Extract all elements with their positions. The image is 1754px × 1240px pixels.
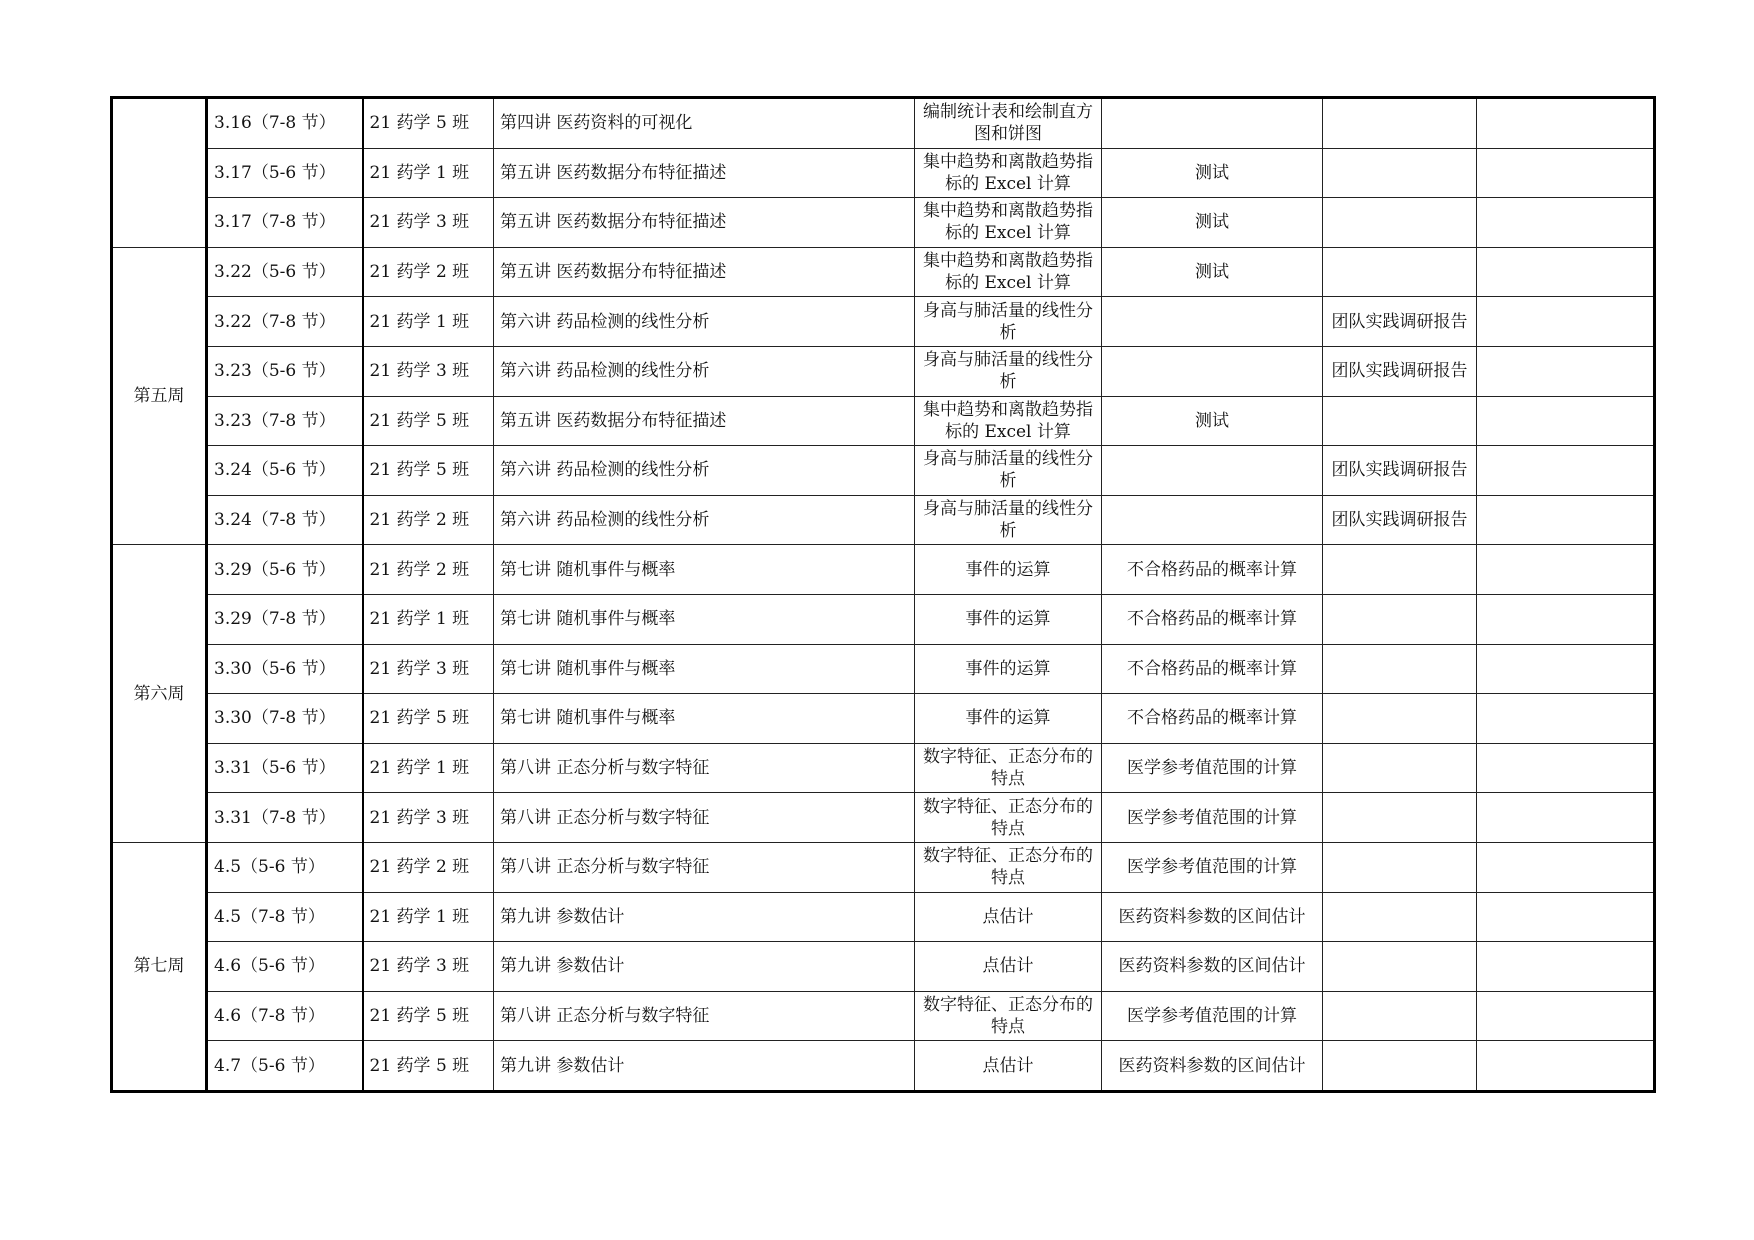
date-cell: 4.6（7-8 节） [207,991,363,1041]
homework-cell [1323,892,1477,942]
table-row [112,743,1655,793]
table-row [112,148,1655,198]
practice-cell: 不合格药品的概率计算 [1102,545,1323,595]
extra-cell [1477,247,1655,297]
lecture-cell: 第八讲 正态分析与数字特征 [494,991,915,1041]
table-row [112,842,1655,892]
date-cell: 3.31（7-8 节） [207,793,363,843]
practice-cell [1102,98,1323,149]
topic-cell: 数字特征、正态分布的特点 [915,842,1102,892]
class-cell: 21 药学 3 班 [363,644,494,694]
date-cell: 3.16（7-8 节） [207,98,363,149]
class-cell: 21 药学 3 班 [363,346,494,396]
table-row [112,594,1655,644]
topic-cell: 集中趋势和离散趋势指标的 Excel 计算 [915,198,1102,248]
table-row [112,991,1655,1041]
class-cell: 21 药学 5 班 [363,1041,494,1092]
extra-cell [1477,743,1655,793]
practice-cell: 医学参考值范围的计算 [1102,842,1323,892]
topic-cell: 事件的运算 [915,694,1102,744]
table-row [112,396,1655,446]
class-cell: 21 药学 1 班 [363,148,494,198]
extra-cell [1477,594,1655,644]
lecture-cell: 第五讲 医药数据分布特征描述 [494,247,915,297]
practice-cell: 不合格药品的概率计算 [1102,594,1323,644]
extra-cell [1477,942,1655,992]
topic-cell: 数字特征、正态分布的特点 [915,743,1102,793]
lecture-cell: 第五讲 医药数据分布特征描述 [494,198,915,248]
practice-cell [1102,446,1323,496]
topic-cell: 集中趋势和离散趋势指标的 Excel 计算 [915,148,1102,198]
extra-cell [1477,148,1655,198]
class-cell: 21 药学 1 班 [363,297,494,347]
topic-cell: 事件的运算 [915,594,1102,644]
class-cell: 21 药学 1 班 [363,594,494,644]
homework-cell [1323,594,1477,644]
schedule-body [112,98,1655,1092]
table-row [112,793,1655,843]
homework-cell [1323,842,1477,892]
date-cell: 4.7（5-6 节） [207,1041,363,1092]
homework-cell [1323,545,1477,595]
extra-cell [1477,297,1655,347]
extra-cell [1477,793,1655,843]
practice-cell: 测试 [1102,396,1323,446]
extra-cell [1477,98,1655,149]
class-cell: 21 药学 5 班 [363,98,494,149]
date-cell: 3.30（7-8 节） [207,694,363,744]
table-row [112,1041,1655,1092]
date-cell: 4.5（7-8 节） [207,892,363,942]
date-cell: 4.5（5-6 节） [207,842,363,892]
practice-cell [1102,346,1323,396]
date-cell: 3.30（5-6 节） [207,644,363,694]
topic-cell: 集中趋势和离散趋势指标的 Excel 计算 [915,396,1102,446]
homework-cell [1323,991,1477,1041]
lecture-cell: 第六讲 药品检测的线性分析 [494,297,915,347]
topic-cell: 点估计 [915,942,1102,992]
lecture-cell: 第五讲 医药数据分布特征描述 [494,148,915,198]
homework-cell [1323,148,1477,198]
date-cell: 3.24（7-8 节） [207,495,363,545]
extra-cell [1477,545,1655,595]
topic-cell: 事件的运算 [915,644,1102,694]
lecture-cell: 第九讲 参数估计 [494,942,915,992]
homework-cell [1323,942,1477,992]
homework-cell [1323,98,1477,149]
table-row [112,644,1655,694]
table-row [112,495,1655,545]
topic-cell: 点估计 [915,1041,1102,1092]
lecture-cell: 第八讲 正态分析与数字特征 [494,842,915,892]
class-cell: 21 药学 2 班 [363,545,494,595]
date-cell: 3.22（7-8 节） [207,297,363,347]
extra-cell [1477,694,1655,744]
date-cell: 3.29（5-6 节） [207,545,363,595]
homework-cell [1323,247,1477,297]
lecture-cell: 第七讲 随机事件与概率 [494,694,915,744]
table-row [112,892,1655,942]
class-cell: 21 药学 5 班 [363,446,494,496]
lecture-cell: 第九讲 参数估计 [494,1041,915,1092]
practice-cell [1102,495,1323,545]
practice-cell: 测试 [1102,148,1323,198]
practice-cell: 不合格药品的概率计算 [1102,644,1323,694]
homework-cell: 团队实践调研报告 [1323,495,1477,545]
lecture-cell: 第八讲 正态分析与数字特征 [494,743,915,793]
lecture-cell: 第七讲 随机事件与概率 [494,545,915,595]
date-cell: 3.24（5-6 节） [207,446,363,496]
homework-cell: 团队实践调研报告 [1323,297,1477,347]
practice-cell: 医学参考值范围的计算 [1102,991,1323,1041]
class-cell: 21 药学 2 班 [363,842,494,892]
extra-cell [1477,495,1655,545]
topic-cell: 身高与肺活量的线性分析 [915,446,1102,496]
topic-cell: 身高与肺活量的线性分析 [915,346,1102,396]
lecture-cell: 第七讲 随机事件与概率 [494,594,915,644]
topic-cell: 点估计 [915,892,1102,942]
table-row [112,98,1655,149]
class-cell: 21 药学 5 班 [363,396,494,446]
class-cell: 21 药学 5 班 [363,694,494,744]
extra-cell [1477,346,1655,396]
practice-cell: 医学参考值范围的计算 [1102,793,1323,843]
schedule-table [110,96,1656,1093]
class-cell: 21 药学 1 班 [363,892,494,942]
homework-cell: 团队实践调研报告 [1323,446,1477,496]
extra-cell [1477,198,1655,248]
extra-cell [1477,892,1655,942]
homework-cell: 团队实践调研报告 [1323,346,1477,396]
date-cell: 3.29（7-8 节） [207,594,363,644]
class-cell: 21 药学 5 班 [363,991,494,1041]
topic-cell: 编制统计表和绘制直方图和饼图 [915,98,1102,149]
date-cell: 3.22（5-6 节） [207,247,363,297]
practice-cell: 测试 [1102,198,1323,248]
topic-cell: 集中趋势和离散趋势指标的 Excel 计算 [915,247,1102,297]
lecture-cell: 第四讲 医药资料的可视化 [494,98,915,149]
homework-cell [1323,198,1477,248]
class-cell: 21 药学 2 班 [363,247,494,297]
practice-cell: 医学参考值范围的计算 [1102,743,1323,793]
practice-cell: 医药资料参数的区间估计 [1102,1041,1323,1092]
week-label: 第六周 [112,545,207,843]
lecture-cell: 第六讲 药品检测的线性分析 [494,346,915,396]
extra-cell [1477,396,1655,446]
lecture-cell: 第六讲 药品检测的线性分析 [494,495,915,545]
class-cell: 21 药学 3 班 [363,198,494,248]
homework-cell [1323,694,1477,744]
homework-cell [1323,644,1477,694]
week-label [112,98,207,248]
extra-cell [1477,644,1655,694]
table-row [112,446,1655,496]
table-row [112,198,1655,248]
homework-cell [1323,396,1477,446]
date-cell: 3.17（5-6 节） [207,148,363,198]
week-label: 第七周 [112,842,207,1091]
practice-cell [1102,297,1323,347]
lecture-cell: 第六讲 药品检测的线性分析 [494,446,915,496]
table-row [112,942,1655,992]
date-cell: 3.31（5-6 节） [207,743,363,793]
table-row [112,545,1655,595]
homework-cell [1323,793,1477,843]
topic-cell: 数字特征、正态分布的特点 [915,793,1102,843]
date-cell: 3.23（5-6 节） [207,346,363,396]
table-row [112,247,1655,297]
table-row [112,297,1655,347]
homework-cell [1323,1041,1477,1092]
topic-cell: 事件的运算 [915,545,1102,595]
date-cell: 4.6（5-6 节） [207,942,363,992]
lecture-cell: 第七讲 随机事件与概率 [494,644,915,694]
homework-cell [1323,743,1477,793]
practice-cell: 不合格药品的概率计算 [1102,694,1323,744]
topic-cell: 数字特征、正态分布的特点 [915,991,1102,1041]
class-cell: 21 药学 2 班 [363,495,494,545]
practice-cell: 测试 [1102,247,1323,297]
class-cell: 21 药学 1 班 [363,743,494,793]
lecture-cell: 第九讲 参数估计 [494,892,915,942]
class-cell: 21 药学 3 班 [363,942,494,992]
extra-cell [1477,1041,1655,1092]
table-row [112,694,1655,744]
practice-cell: 医药资料参数的区间估计 [1102,942,1323,992]
date-cell: 3.23（7-8 节） [207,396,363,446]
date-cell: 3.17（7-8 节） [207,198,363,248]
table-row [112,346,1655,396]
extra-cell [1477,842,1655,892]
extra-cell [1477,991,1655,1041]
topic-cell: 身高与肺活量的线性分析 [915,495,1102,545]
week-label: 第五周 [112,247,207,545]
practice-cell: 医药资料参数的区间估计 [1102,892,1323,942]
lecture-cell: 第八讲 正态分析与数字特征 [494,793,915,843]
class-cell: 21 药学 3 班 [363,793,494,843]
topic-cell: 身高与肺活量的线性分析 [915,297,1102,347]
lecture-cell: 第五讲 医药数据分布特征描述 [494,396,915,446]
extra-cell [1477,446,1655,496]
schedule-sheet [110,96,1656,1093]
